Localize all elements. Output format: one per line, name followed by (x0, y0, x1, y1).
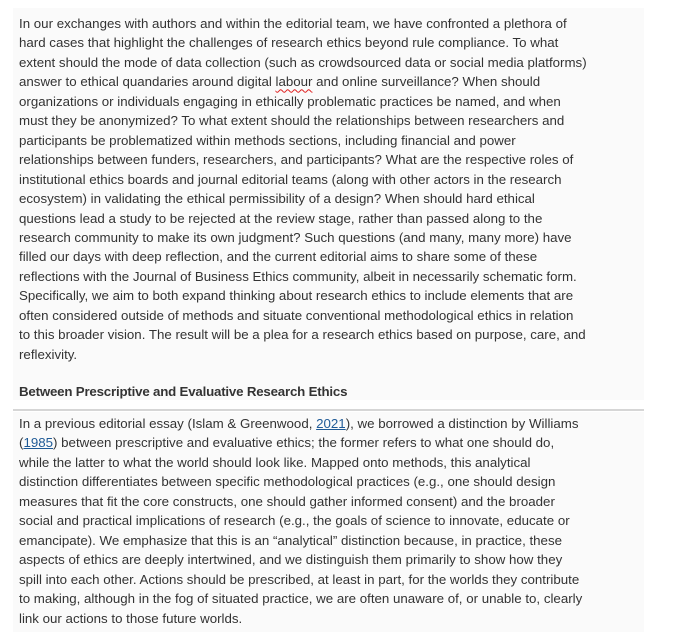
text-line: relationships between funders, researchers, and participants? What are the respective roles of (19, 152, 574, 168)
text-line: reflections with the Journal of Business Ethics community, albeit in necessarily schematic form. (19, 268, 577, 284)
text-line: reflexivity. (19, 346, 78, 362)
text-line: while the latter to what the world should look like. Mapped onto methods, this analytical (19, 454, 531, 470)
text-line: to this broader vision. The result will be a plea for a research ethics based on purpose, care, and (19, 327, 586, 343)
text-line: distinction differentiates between specific methodological practices (e.g., one should design (19, 474, 556, 490)
text-line (19, 414, 582, 433)
text-line: must they be anonymized? To what extent should the relationships between researchers and (19, 113, 565, 129)
text-segment: ( (19, 435, 24, 451)
text-line: emancipate). We emphasize that this is an “analytical” distinction because, in practice, these (19, 532, 562, 548)
text-segment: In a previous editorial essay (Islam & Greenwood, (19, 416, 317, 431)
text-line (19, 72, 587, 91)
text-line: participants be problematized within methods sections, including financial and power (19, 132, 516, 148)
text-segment: ) between prescriptive and evaluative ethics; the former refers to what one should do, (53, 435, 555, 451)
text-line: questions lead a study to be rejected at the review stage, rather than passed along to the (19, 210, 543, 226)
text-line: research community to make its own judgment? Such questions (and many, many more) have (19, 229, 572, 245)
intro-paragraph (19, 14, 587, 364)
text-segment: answer to ethical quandaries around digital (19, 74, 276, 90)
citation-link-2021[interactable]: 2021 (316, 416, 346, 431)
text-line: social and practical implications of research (e.g., the goals of science to innovate, educate or (19, 513, 570, 529)
text-line (19, 433, 582, 452)
text-line: filled our days with deep reflection, and the current editorial aims to share some of these (19, 249, 538, 265)
text-line: hard cases that highlight the challenges of research ethics beyond rule compliance. To what (19, 35, 559, 51)
section-heading: Between Prescriptive and Evaluative Research Ethics (19, 384, 348, 399)
citation-link-1985[interactable]: 1985 (23, 435, 54, 451)
text-line: often considered outside of methods and situate conventional methodological ethics in relation (19, 307, 574, 323)
text-line: ecosystem) in validating the ethical permissibility of a design? When should hard ethical (19, 191, 535, 207)
text-segment: and online surveillance? When should (312, 74, 541, 90)
text-line: institutional ethics boards and journal editorial teams (along with other actors in the research (19, 171, 562, 187)
text-line: Specifically, we aim to both expand thinking about research ethics to include elements that are (19, 288, 574, 304)
text-line: measures that fit the core constructs, one should gather informed consent) and the broader (19, 493, 555, 509)
text-line: spill into each other. Actions should be prescribed, at least in part, for the worlds they contribute (19, 571, 580, 587)
text-segment: ), we borrowed a distinction by Williams (345, 416, 579, 431)
text-line: extent should the mode of data collection (such as crowdsourced data or social media platforms) (19, 54, 587, 70)
heading-divider (13, 409, 644, 411)
section-paragraph (19, 414, 582, 628)
misspelled-word[interactable]: labour (275, 74, 313, 90)
text-line: link our actions to those future worlds. (19, 610, 243, 626)
text-line: to making, although in the fog of situated practice, we are often unaware of, or unable to, clearly (19, 591, 583, 607)
text-line: organizations or individuals engaging in ethically problematic practices be named, and when (19, 93, 561, 109)
text-line: aspects of ethics are deeply intertwined, and we distinguish them primarily to show how they (19, 552, 563, 568)
text-line: In our exchanges with authors and within the editorial team, we have confronted a plethora of (19, 16, 567, 31)
